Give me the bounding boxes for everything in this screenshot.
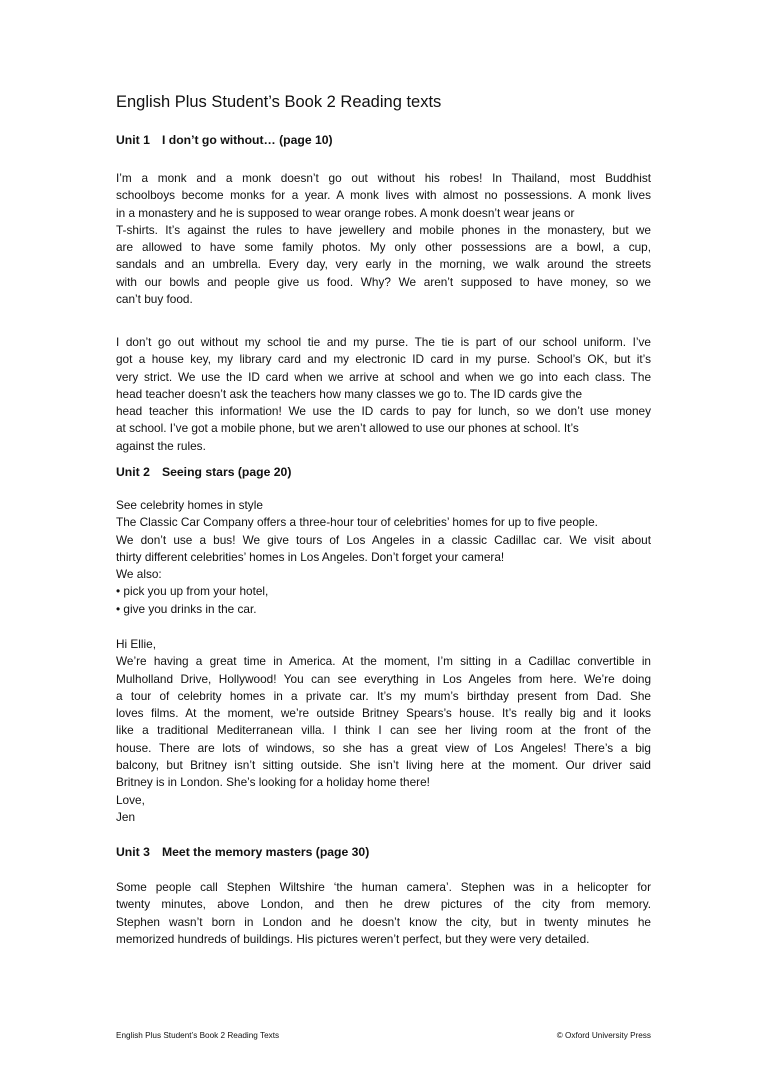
text-line: are allowed to have some family photos. My only other possessions are a bowl, a cup, [116,240,651,255]
text-line: Britney is in London. She’s looking for a holiday home there! [116,775,430,790]
text-line: We’re having a great time in America. At the moment, I’m sitting in a Cadillac convertible in [116,654,651,669]
text-line: Love, [116,792,145,807]
text-line: Mulholland Drive, Hollywood! You can see everything in Los Angeles from here. We’re doing [116,671,651,686]
text-line: in a monastery and he is supposed to wear orange robes. A monk doesn’t wear jeans or [116,205,575,220]
text-line: head teacher doesn’t ask the teachers how many classes we go to. The ID cards give the [116,386,583,401]
text-line: Jen [116,809,136,824]
text-line: Hi Ellie, [116,637,156,651]
text-line: • pick you up from your hotel, [116,584,269,599]
text-line: against the rules. [116,438,206,453]
text-line: I’m a monk and a monk doesn’t go out without his robes! In Thailand, most Buddhist [116,171,651,185]
text-line: twenty minutes, above London, and then he drew pictures of the city from memory. [116,897,651,912]
unit-number: Unit 2 [116,465,150,479]
text-line: T-shirts. It’s against the rules to have jewellery and mobile phones in the monastery, but we [116,222,651,237]
text-line: a tour of celebrity homes in a private car. It’s my mum’s birthday present from Dad. She [116,688,651,703]
unit-number: Unit 3 [116,845,150,859]
text-line: head teacher this information! We use the ID cards to pay for lunch, so we don’t use money [116,404,651,419]
text-line: got a house key, my library card and my electronic ID card in my purse. School’s OK, but it’s [116,352,651,367]
text-line: Some people call Stephen Wiltshire ‘the human camera’. Stephen was in a helicopter for [116,880,651,894]
paragraph-memory [116,879,651,948]
text-line: like a traditional Mediterranean villa. I think I can see her living room at the front of the [116,723,651,738]
text-line: at school. I’ve got a mobile phone, but we aren’t allowed to use our phones at school. It’s [116,421,579,436]
footer-book-title: English Plus Student’s Book 2 Reading Texts [116,1031,280,1040]
unit-number: Unit 1 [116,133,150,147]
text-line: We don’t use a bus! We give tours of Los Angeles in a classic Cadillac car. We visit about [116,532,651,547]
text-line: • give you drinks in the car. [116,601,257,616]
text-line: very strict. We use the ID card when we arrive at school and when we go into each class. The [116,369,651,384]
unit-3-heading [116,844,651,861]
footer-copyright: © Oxford University Press [556,1031,651,1040]
text-line: balcony, but Britney isn’t sitting outside. She isn’t living here at the moment. Our driver said [116,758,651,773]
text-line: sandals and an umbrella. Every day, very early in the morning, we walk around the streets [116,257,651,272]
text-line: We also: [116,567,162,582]
paragraph-school [116,334,651,455]
paragraph-advert [116,497,651,618]
text-line: with our bowls and people give us food. Why? We aren’t supposed to have money, so we [116,274,651,289]
text-line: memorized hundreds of buildings. His pictures weren’t perfect, but they were very detailed. [116,931,590,946]
text-line: loves films. At the moment, we’re outside Britney Spears’s house. It’s really big and it looks [116,706,651,721]
unit-title: Seeing stars (page 20) [162,465,292,479]
text-line: can’t buy food. [116,292,193,307]
text-line: The Classic Car Company offers a three-hour tour of celebrities’ homes for up to five people. [116,515,598,530]
text-line: thirty different celebrities’ homes in Los Angeles. Don’t forget your camera! [116,549,505,564]
text-line: See celebrity homes in style [116,498,263,512]
paragraph-letter [116,636,651,826]
paragraph-monk [116,170,651,308]
text-line: Stephen wasn’t born in London and he doesn’t know the city, but in twenty minutes he [116,914,651,929]
text-line: house. There are lots of windows, so she has a great view of Los Angeles! There’s a big [116,740,651,755]
unit-title: Meet the memory masters (page 30) [162,845,370,859]
text-line: schoolboys become monks for a year. A monk lives with almost no possessions. A monk lives [116,188,651,203]
unit-2-heading [116,464,651,481]
unit-1-heading [116,132,651,149]
text-line: I don’t go out without my school tie and my purse. The tie is part of our school uniform. I’ve [116,335,651,349]
document-title: English Plus Student’s Book 2 Reading texts [116,93,442,111]
page-footer [116,1030,651,1042]
unit-title: I don’t go without… (page 10) [162,133,333,147]
